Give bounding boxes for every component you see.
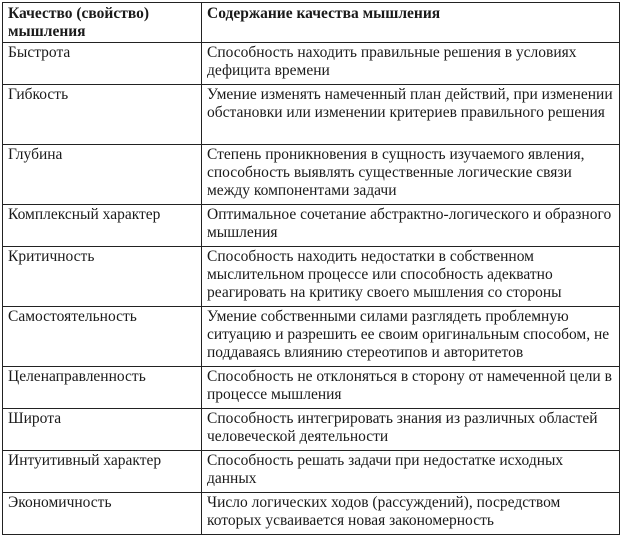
content-cell: Число логических ходов (рассуждений), посредством которых усваивается новая закономерность [202,493,620,535]
table-row [3,85,620,145]
thinking-qualities-table [2,2,620,535]
table-row [3,145,620,205]
content-cell: Умение собственными силами разглядеть проблемную ситуацию и разрешить ее своим оригинальным способом, не поддаваясь влиянию стереотипов и авторитетов [202,307,620,367]
content-cell: Оптимальное сочетание абстрактно-логического и образного мышления [202,205,620,247]
table-row [3,307,620,367]
table-header-row [3,3,620,43]
quality-cell: Самостоятельность [3,307,202,367]
content-cell: Способность интегрировать знания из различных областей человеческой деятельности [202,409,620,451]
quality-cell: Целенаправленность [3,367,202,409]
table-row [3,43,620,85]
quality-cell: Глубина [3,145,202,205]
quality-cell: Гибкость [3,85,202,145]
table-row [3,409,620,451]
content-cell: Способность не отклоняться в сторону от намеченной цели в процессе мышления [202,367,620,409]
table-row [3,205,620,247]
quality-cell: Широта [3,409,202,451]
header-quality: Качество (свойство) мышления [3,3,202,43]
content-cell: Способность находить недостатки в собственном мыслительном процессе или способность адекватно реагировать на критику своего мышления со стороны [202,247,620,307]
table-row [3,493,620,535]
table-row [3,367,620,409]
table-row [3,451,620,493]
table-row [3,247,620,307]
content-cell: Степень проникновения в сущность изучаемого явления, способность выявлять существенные логические связи между компонентами задачи [202,145,620,205]
header-content: Содержание качества мышления [202,3,620,43]
content-cell: Способность решать задачи при недостатке исходных данных [202,451,620,493]
content-cell: Способность находить правильные решения в условиях дефицита времени [202,43,620,85]
content-cell: Умение изменять намеченный план действий, при изменении обстановки или изменении критериев правильного решения [202,85,620,145]
quality-cell: Быстрота [3,43,202,85]
quality-cell: Интуитивный характер [3,451,202,493]
quality-cell: Экономичность [3,493,202,535]
quality-cell: Комплексный характер [3,205,202,247]
quality-cell: Критичность [3,247,202,307]
